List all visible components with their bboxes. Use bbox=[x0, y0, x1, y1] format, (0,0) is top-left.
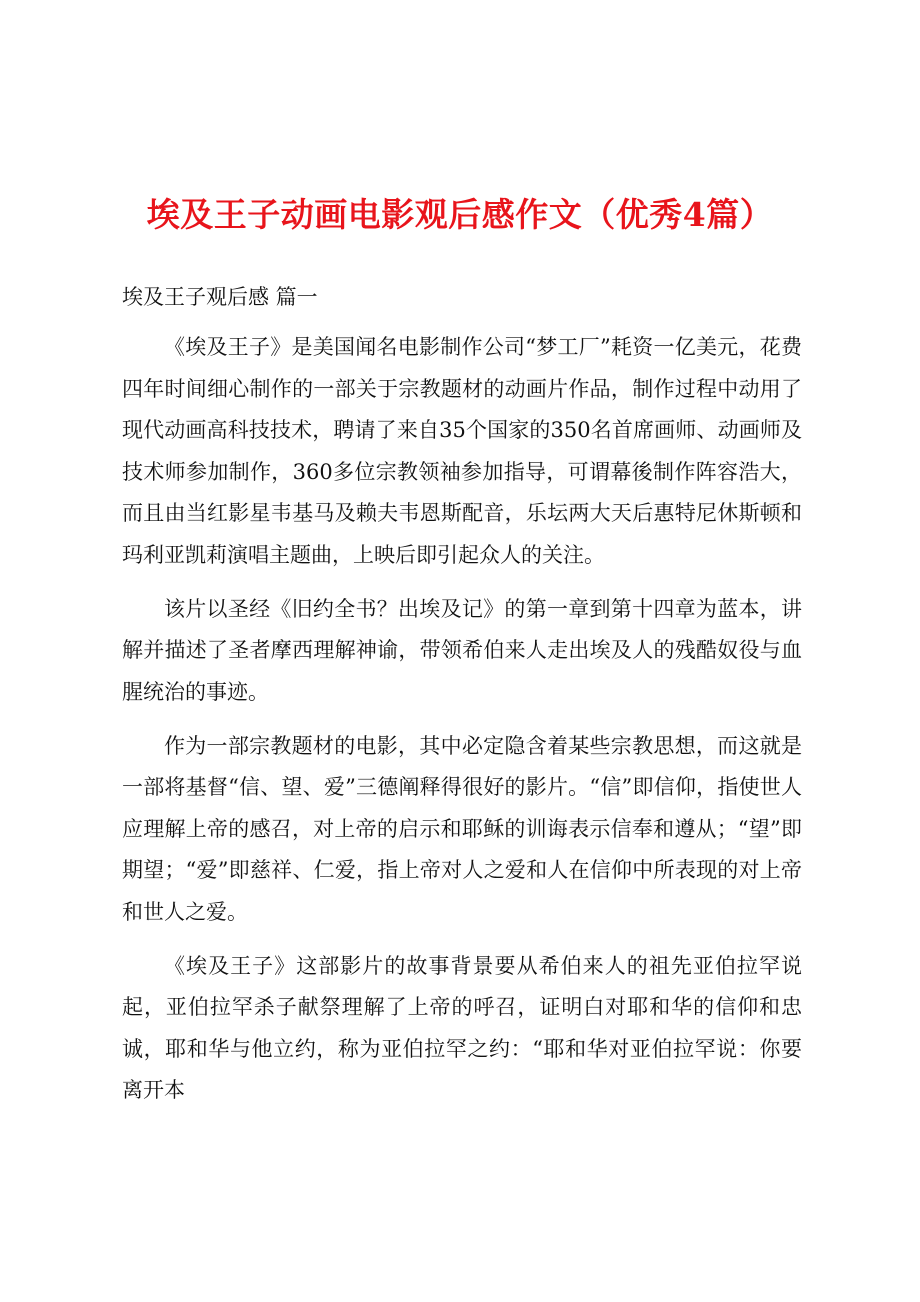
paragraph: 《埃及王子》是美国闻名电影制作公司“梦工厂”耗资一亿美元，花费四年时间细心制作的一部关于宗教题材的动画片作品，制作过程中动用了现代动画高科技技术，聘请了来自35个国家的350名首席画师、动画师及技术师参加制作，360多位宗教领袖参加指导，可谓幕後制作阵容浩大，而且由当红影星韦基马及赖夫韦恩斯配音，乐坛两大天后惠特尼休斯顿和玛利亚凯莉演唱主题曲，上映后即引起众人的关注。 bbox=[122, 335, 802, 567]
paragraph: 该片以圣经《旧约全书？出埃及记》的第一章到第十四章为蓝本，讲解并描述了圣者摩西理解神谕，带领希伯来人走出埃及人的残酷奴役与血腥统治的事迹。 bbox=[122, 596, 802, 704]
section-heading: 埃及王子观后感 篇一 bbox=[122, 285, 318, 309]
document-title: 埃及王子动画电影观后感作文（优秀4篇） bbox=[146, 195, 774, 234]
paragraph: 作为一部宗教题材的电影，其中必定隐含着某些宗教思想，而这就是一部将基督“信、望、爱”三德阐释得很好的影片。“信”即信仰，指使世人应理解上帝的感召，对上帝的启示和耶稣的训诲表示信奉和遵从；“望”即期望；“爱”即慈祥、仁爱，指上帝对人之爱和人在信仰中所表现的对上帝和世人之爱。 bbox=[122, 733, 803, 924]
paragraph: 《埃及王子》这部影片的故事背景要从希伯来人的祖先亚伯拉罕说起，亚伯拉罕杀子献祭理解了上帝的呼召，证明白对耶和华的信仰和忠诚，耶和华与他立约，称为亚伯拉罕之约：“耶和华对亚伯拉罕说：你要离开本 bbox=[122, 953, 802, 1102]
document-body bbox=[122, 327, 802, 1124]
